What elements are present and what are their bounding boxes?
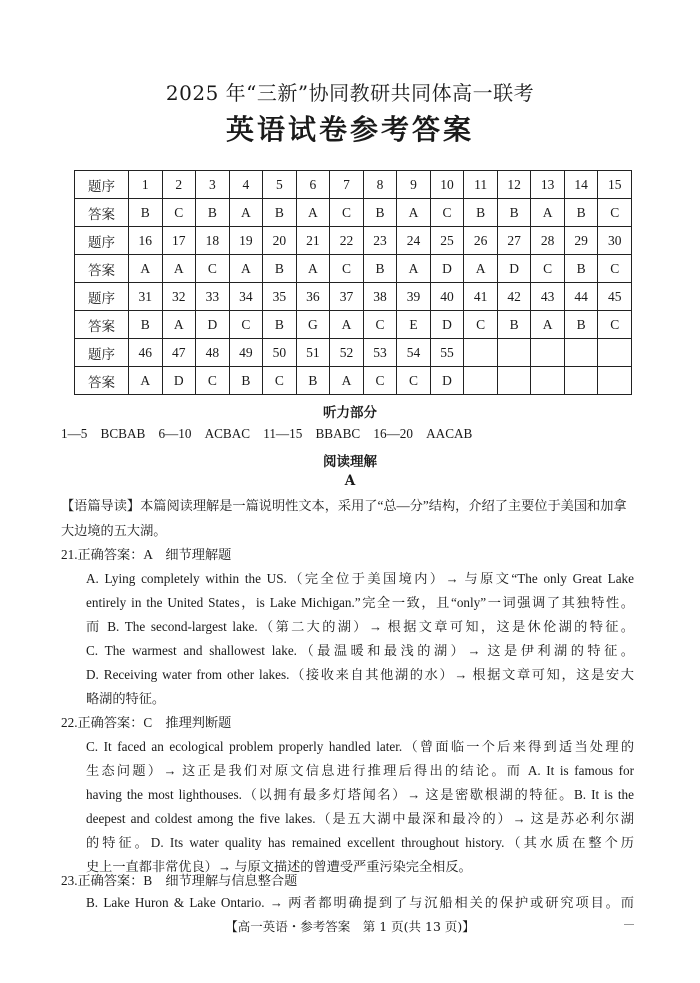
table-cell: C [162, 199, 196, 227]
table-cell: 55 [430, 339, 464, 367]
table-cell: 37 [330, 283, 364, 311]
table-cell: 34 [229, 283, 263, 311]
table-cell: C [363, 311, 397, 339]
question-23-line-1: B. Lake Huron & Lake Ontario. → 两者都明确提到了与沉船相关的保护或研究项目。而 [86, 895, 634, 910]
table-cell: 20 [263, 227, 297, 255]
question-21-line-2: entirely in the United States，is Lake Michigan.”完全一致，且“only”一词强调了其独特性。 [86, 595, 634, 610]
table-cell: D [196, 311, 230, 339]
table-cell: A [296, 255, 330, 283]
table-cell: A [330, 311, 364, 339]
table-cell: 26 [464, 227, 498, 255]
table-cell: 12 [497, 171, 531, 199]
table-row [75, 283, 632, 311]
table-row [75, 227, 632, 255]
table-cell: D [430, 367, 464, 395]
table-cell: 29 [564, 227, 598, 255]
table-cell: 35 [263, 283, 297, 311]
question-21-line-4: C. The warmest and shallowest lake.（最温暖和最浅的湖）→ 这是伊利湖的特征。 [86, 643, 634, 658]
table-cell: B [129, 311, 163, 339]
table-cell: D [497, 255, 531, 283]
table-cell: 7 [330, 171, 364, 199]
table-row [75, 171, 632, 199]
table-cell: 54 [397, 339, 431, 367]
question-23-title: 23.正确答案：B 细节理解与信息整合题 [61, 873, 298, 888]
table-cell: 28 [531, 227, 565, 255]
table-row [75, 199, 632, 227]
table-cell: E [397, 311, 431, 339]
table-cell: A [229, 255, 263, 283]
table-cell [497, 367, 531, 395]
row-label: 答案 [75, 367, 129, 395]
table-cell: B [564, 311, 598, 339]
table-cell: 48 [196, 339, 230, 367]
table-cell [564, 339, 598, 367]
corner-mark [624, 924, 634, 925]
table-cell: A [397, 199, 431, 227]
table-cell: B [196, 199, 230, 227]
section-label: A [344, 473, 356, 489]
table-cell: 47 [162, 339, 196, 367]
table-cell: B [363, 199, 397, 227]
table-cell: 49 [229, 339, 263, 367]
document-title: 英语试卷参考答案 [225, 113, 474, 146]
table-cell: A [296, 199, 330, 227]
table-cell: 10 [430, 171, 464, 199]
table-cell: 22 [330, 227, 364, 255]
table-cell: 6 [296, 171, 330, 199]
row-label: 答案 [75, 255, 129, 283]
table-cell: 36 [296, 283, 330, 311]
row-label: 题序 [75, 339, 129, 367]
table-cell: 50 [263, 339, 297, 367]
table-cell: 53 [363, 339, 397, 367]
table-cell: C [531, 255, 565, 283]
table-cell: B [296, 367, 330, 395]
page-footer: 【高一英语・参考答案 第 1 页(共 13 页)】 [225, 919, 475, 934]
table-cell: B [263, 311, 297, 339]
table-cell [464, 367, 498, 395]
table-cell: B [263, 255, 297, 283]
table-cell: B [263, 199, 297, 227]
table-cell: B [497, 199, 531, 227]
table-cell: 30 [598, 227, 632, 255]
question-22-line-4: deepest and coldest among the five lakes.（是五大湖中最深和最冷的）→ 这是苏必利尔湖 [86, 811, 634, 826]
table-cell: C [330, 199, 364, 227]
table-cell [497, 339, 531, 367]
table-cell: 41 [464, 283, 498, 311]
table-cell: B [464, 199, 498, 227]
table-cell [531, 367, 565, 395]
table-cell: 14 [564, 171, 598, 199]
table-cell: 23 [363, 227, 397, 255]
table-cell: 46 [129, 339, 163, 367]
table-cell: 51 [296, 339, 330, 367]
table-cell: 4 [229, 171, 263, 199]
table-cell [464, 339, 498, 367]
question-22-line-2: 生态问题）→ 这正是我们对原文信息进行推理后得出的结论。而 A. It is famous for [86, 763, 634, 778]
table-cell: 17 [162, 227, 196, 255]
table-cell: A [229, 199, 263, 227]
table-cell: 38 [363, 283, 397, 311]
table-cell: 21 [296, 227, 330, 255]
table-cell [531, 339, 565, 367]
table-cell: 3 [196, 171, 230, 199]
row-label: 题序 [75, 283, 129, 311]
table-cell: 19 [229, 227, 263, 255]
table-cell: B [129, 199, 163, 227]
table-cell: 18 [196, 227, 230, 255]
table-cell [598, 367, 632, 395]
table-cell: A [129, 255, 163, 283]
table-row [75, 311, 632, 339]
table-cell: 1 [129, 171, 163, 199]
table-cell: A [162, 311, 196, 339]
table-cell: 45 [598, 283, 632, 311]
table-cell: B [229, 367, 263, 395]
table-cell: D [430, 255, 464, 283]
table-cell: 13 [531, 171, 565, 199]
table-cell [598, 339, 632, 367]
table-cell: 42 [497, 283, 531, 311]
table-cell: C [598, 255, 632, 283]
table-row [75, 367, 632, 395]
table-cell [564, 367, 598, 395]
table-cell: C [397, 367, 431, 395]
listening-answers: 1—5 BCBAB 6—10 ACBAC 11—15 BBABC 16—20 AACAB [61, 426, 473, 441]
table-cell: C [330, 255, 364, 283]
question-21-line-1: A. Lying completely within the US.（完全位于美国境内）→ 与原文“The only Great Lake [86, 571, 634, 586]
table-row [75, 339, 632, 367]
question-22-line-3: having the most lighthouses.（以拥有最多灯塔闻名）→ 这是密歇根湖的特征。B. It is the [86, 787, 634, 802]
table-cell: 52 [330, 339, 364, 367]
table-cell: 31 [129, 283, 163, 311]
table-cell: B [564, 199, 598, 227]
table-cell: 39 [397, 283, 431, 311]
reading-heading: 阅读理解 [323, 454, 377, 470]
table-cell: 32 [162, 283, 196, 311]
table-cell: A [129, 367, 163, 395]
answer-table [74, 170, 632, 395]
row-label: 题序 [75, 171, 129, 199]
table-cell: 8 [363, 171, 397, 199]
table-row [75, 255, 632, 283]
table-cell: A [531, 199, 565, 227]
table-cell: B [564, 255, 598, 283]
table-cell: 11 [464, 171, 498, 199]
table-cell: 15 [598, 171, 632, 199]
table-cell: B [497, 311, 531, 339]
table-cell: A [162, 255, 196, 283]
question-21-line-5: D. Receiving water from other lakes.（接收来自其他湖的水）→ 根据文章可知，这是安大 [86, 667, 634, 682]
row-label: 答案 [75, 199, 129, 227]
table-cell: 24 [397, 227, 431, 255]
table-cell: 43 [531, 283, 565, 311]
table-cell: A [464, 255, 498, 283]
table-cell: 33 [196, 283, 230, 311]
table-cell: 2 [162, 171, 196, 199]
table-cell: 25 [430, 227, 464, 255]
question-22-line-5: 的特征。D. Its water quality has remained excellent throughout history.（其水质在整个历 [86, 835, 634, 850]
table-cell: C [598, 311, 632, 339]
table-cell: D [430, 311, 464, 339]
table-cell: B [363, 255, 397, 283]
question-22-line-6: 史上一直都非常优良）→ 与原文描述的曾遭受严重污染完全相反。 [86, 859, 472, 874]
table-cell: A [397, 255, 431, 283]
table-cell: 5 [263, 171, 297, 199]
table-cell: 16 [129, 227, 163, 255]
table-cell: C [464, 311, 498, 339]
table-cell: 9 [397, 171, 431, 199]
exam-title: 2025 年“三新”协同教研共同体高一联考 [165, 81, 535, 105]
table-cell: A [330, 367, 364, 395]
passage-intro: 【语篇导读】本篇阅读理解是一篇说明性文本，采用了“总—分”结构，介绍了主要位于美国和加拿大边境的五大湖。 [61, 498, 627, 538]
question-22-line-1: C. It faced an ecological problem properly handled later.（曾面临一个后来得到适当处理的 [86, 739, 634, 754]
table-cell: C [430, 199, 464, 227]
table-cell: C [263, 367, 297, 395]
table-cell: C [598, 199, 632, 227]
table-cell: G [296, 311, 330, 339]
question-21-line-3: 而 B. The second-largest lake.（第二大的湖）→ 根据文章可知，这是休伦湖的特征。 [86, 619, 634, 634]
question-21-title: 21.正确答案：A 细节理解题 [61, 547, 232, 562]
row-label: 题序 [75, 227, 129, 255]
table-cell: 27 [497, 227, 531, 255]
listening-heading: 听力部分 [323, 405, 377, 421]
question-21-line-6: 略湖的特征。 [86, 691, 166, 706]
table-cell: A [531, 311, 565, 339]
table-cell: 40 [430, 283, 464, 311]
table-cell: 44 [564, 283, 598, 311]
question-22-title: 22.正确答案：C 推理判断题 [61, 715, 232, 730]
table-cell: C [196, 367, 230, 395]
table-cell: D [162, 367, 196, 395]
row-label: 答案 [75, 311, 129, 339]
table-cell: C [229, 311, 263, 339]
table-cell: C [363, 367, 397, 395]
table-cell: C [196, 255, 230, 283]
